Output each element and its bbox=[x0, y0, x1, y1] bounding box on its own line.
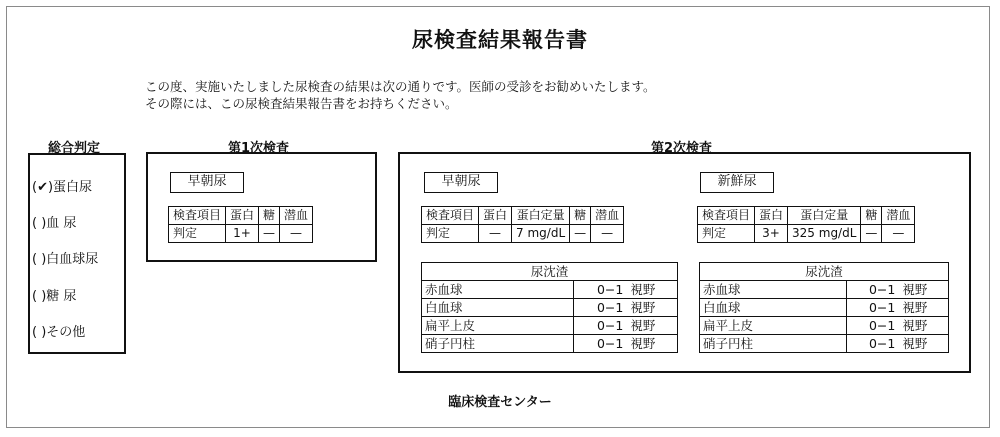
intro-text bbox=[145, 78, 656, 112]
sediment-unit: 視野 bbox=[899, 299, 948, 317]
table-row bbox=[422, 299, 678, 317]
table-cell: — bbox=[861, 225, 882, 243]
overall-item-other bbox=[32, 321, 85, 340]
table-header-row bbox=[422, 207, 624, 225]
sediment-value: 0−1 bbox=[574, 317, 628, 335]
sediment-unit: 視野 bbox=[627, 317, 677, 335]
sediment-unit: 視野 bbox=[899, 335, 948, 353]
table-header: 蛋白定量 bbox=[512, 207, 570, 225]
sediment-unit: 視野 bbox=[627, 281, 677, 299]
table-row bbox=[700, 281, 949, 299]
table-header: 潜血 bbox=[591, 207, 624, 225]
sediment-unit: 視野 bbox=[899, 281, 948, 299]
table-header: 糖 bbox=[570, 207, 591, 225]
table-cell: — bbox=[570, 225, 591, 243]
overall-item-mark: ( ) bbox=[32, 325, 47, 340]
table-header: 糖 bbox=[259, 207, 280, 225]
overall-item-mark: ( ) bbox=[32, 252, 47, 267]
table-cell: — bbox=[479, 225, 512, 243]
overall-item-label: 白血球尿 bbox=[46, 252, 99, 267]
table-row bbox=[169, 225, 313, 243]
second-test-heading: 第2次検査 bbox=[651, 141, 713, 156]
overall-item-label: その他 bbox=[46, 325, 86, 340]
overall-item-glycosuria bbox=[32, 285, 76, 304]
table-header: 蛋白 bbox=[226, 207, 259, 225]
sediment-unit: 視野 bbox=[899, 317, 948, 335]
sediment-value: 0−1 bbox=[574, 335, 628, 353]
table-row bbox=[700, 299, 949, 317]
sediment-title: 尿沈渣 bbox=[700, 263, 949, 281]
sediment-value: 0−1 bbox=[847, 335, 900, 353]
intro-line-1: この度、実施いたしました尿検査の結果は次の通りです。医師の受診をお勧めいたします。 bbox=[145, 79, 656, 94]
first-result-table bbox=[168, 206, 313, 243]
overall-item-hematuria bbox=[32, 212, 76, 231]
sediment-item: 赤血球 bbox=[422, 281, 574, 299]
overall-item-pyuria bbox=[32, 248, 98, 267]
table-cell: — bbox=[591, 225, 624, 243]
overall-heading: 総合判定 bbox=[48, 141, 101, 156]
table-cell: 1+ bbox=[226, 225, 259, 243]
first-test-heading: 第1次検査 bbox=[228, 141, 290, 156]
table-row bbox=[422, 335, 678, 353]
overall-item-mark: (✔) bbox=[32, 180, 54, 195]
sediment-item: 扁平上皮 bbox=[700, 317, 847, 335]
table-cell: 判定 bbox=[169, 225, 226, 243]
sediment-value: 0−1 bbox=[847, 281, 900, 299]
footer-organization: 臨床検査センター bbox=[448, 395, 552, 410]
second-right-result-table bbox=[697, 206, 915, 243]
second-right-sediment bbox=[699, 262, 949, 353]
table-row bbox=[422, 281, 678, 299]
overall-item-label: 糖 尿 bbox=[46, 289, 77, 304]
overall-item-mark: ( ) bbox=[32, 289, 47, 304]
table-header-row bbox=[698, 207, 915, 225]
sediment-value: 0−1 bbox=[847, 299, 900, 317]
table-cell: — bbox=[280, 225, 313, 243]
sediment-table bbox=[421, 262, 678, 353]
table-header: 蛋白 bbox=[755, 207, 788, 225]
table-header: 検査項目 bbox=[169, 207, 226, 225]
second-left-sediment bbox=[421, 262, 678, 353]
table-header: 蛋白 bbox=[479, 207, 512, 225]
table-header: 潜血 bbox=[280, 207, 313, 225]
table-header-row bbox=[169, 207, 313, 225]
overall-item-label: 蛋白尿 bbox=[53, 180, 93, 195]
sediment-item: 硝子円柱 bbox=[700, 335, 847, 353]
table-cell: — bbox=[259, 225, 280, 243]
sediment-item: 硝子円柱 bbox=[422, 335, 574, 353]
table-header: 糖 bbox=[861, 207, 882, 225]
table-cell: 3+ bbox=[755, 225, 788, 243]
sediment-title: 尿沈渣 bbox=[422, 263, 678, 281]
sediment-value: 0−1 bbox=[574, 299, 628, 317]
overall-item-protein bbox=[32, 176, 92, 195]
table-cell: 7 mg/dL bbox=[512, 225, 570, 243]
report-title: 尿検査結果報告書 bbox=[412, 28, 588, 52]
sediment-item: 白血球 bbox=[422, 299, 574, 317]
sediment-value: 0−1 bbox=[574, 281, 628, 299]
sediment-unit: 視野 bbox=[627, 335, 677, 353]
table-row bbox=[422, 317, 678, 335]
sediment-value: 0−1 bbox=[847, 317, 900, 335]
table-row bbox=[422, 225, 624, 243]
table-cell: 判定 bbox=[698, 225, 755, 243]
table-row bbox=[700, 317, 949, 335]
table-header: 蛋白定量 bbox=[788, 207, 861, 225]
overall-item-mark: ( ) bbox=[32, 216, 47, 231]
sediment-item: 白血球 bbox=[700, 299, 847, 317]
table-cell: — bbox=[882, 225, 915, 243]
sediment-item: 赤血球 bbox=[700, 281, 847, 299]
second-left-sample-label: 早朝尿 bbox=[424, 172, 498, 193]
table-row bbox=[698, 225, 915, 243]
second-left-result-table bbox=[421, 206, 624, 243]
table-cell: 325 mg/dL bbox=[788, 225, 861, 243]
sediment-item: 扁平上皮 bbox=[422, 317, 574, 335]
table-header: 潜血 bbox=[882, 207, 915, 225]
sediment-title-row bbox=[422, 263, 678, 281]
table-row bbox=[700, 335, 949, 353]
sediment-unit: 視野 bbox=[627, 299, 677, 317]
second-right-sample-label: 新鮮尿 bbox=[700, 172, 774, 193]
sediment-table bbox=[699, 262, 949, 353]
intro-line-2: その際には、この尿検査結果報告書をお持ちください。 bbox=[145, 96, 458, 111]
table-cell: 判定 bbox=[422, 225, 479, 243]
sediment-title-row bbox=[700, 263, 949, 281]
table-header: 検査項目 bbox=[698, 207, 755, 225]
first-sample-label: 早朝尿 bbox=[170, 172, 244, 193]
overall-item-label: 血 尿 bbox=[46, 216, 77, 231]
table-header: 検査項目 bbox=[422, 207, 479, 225]
